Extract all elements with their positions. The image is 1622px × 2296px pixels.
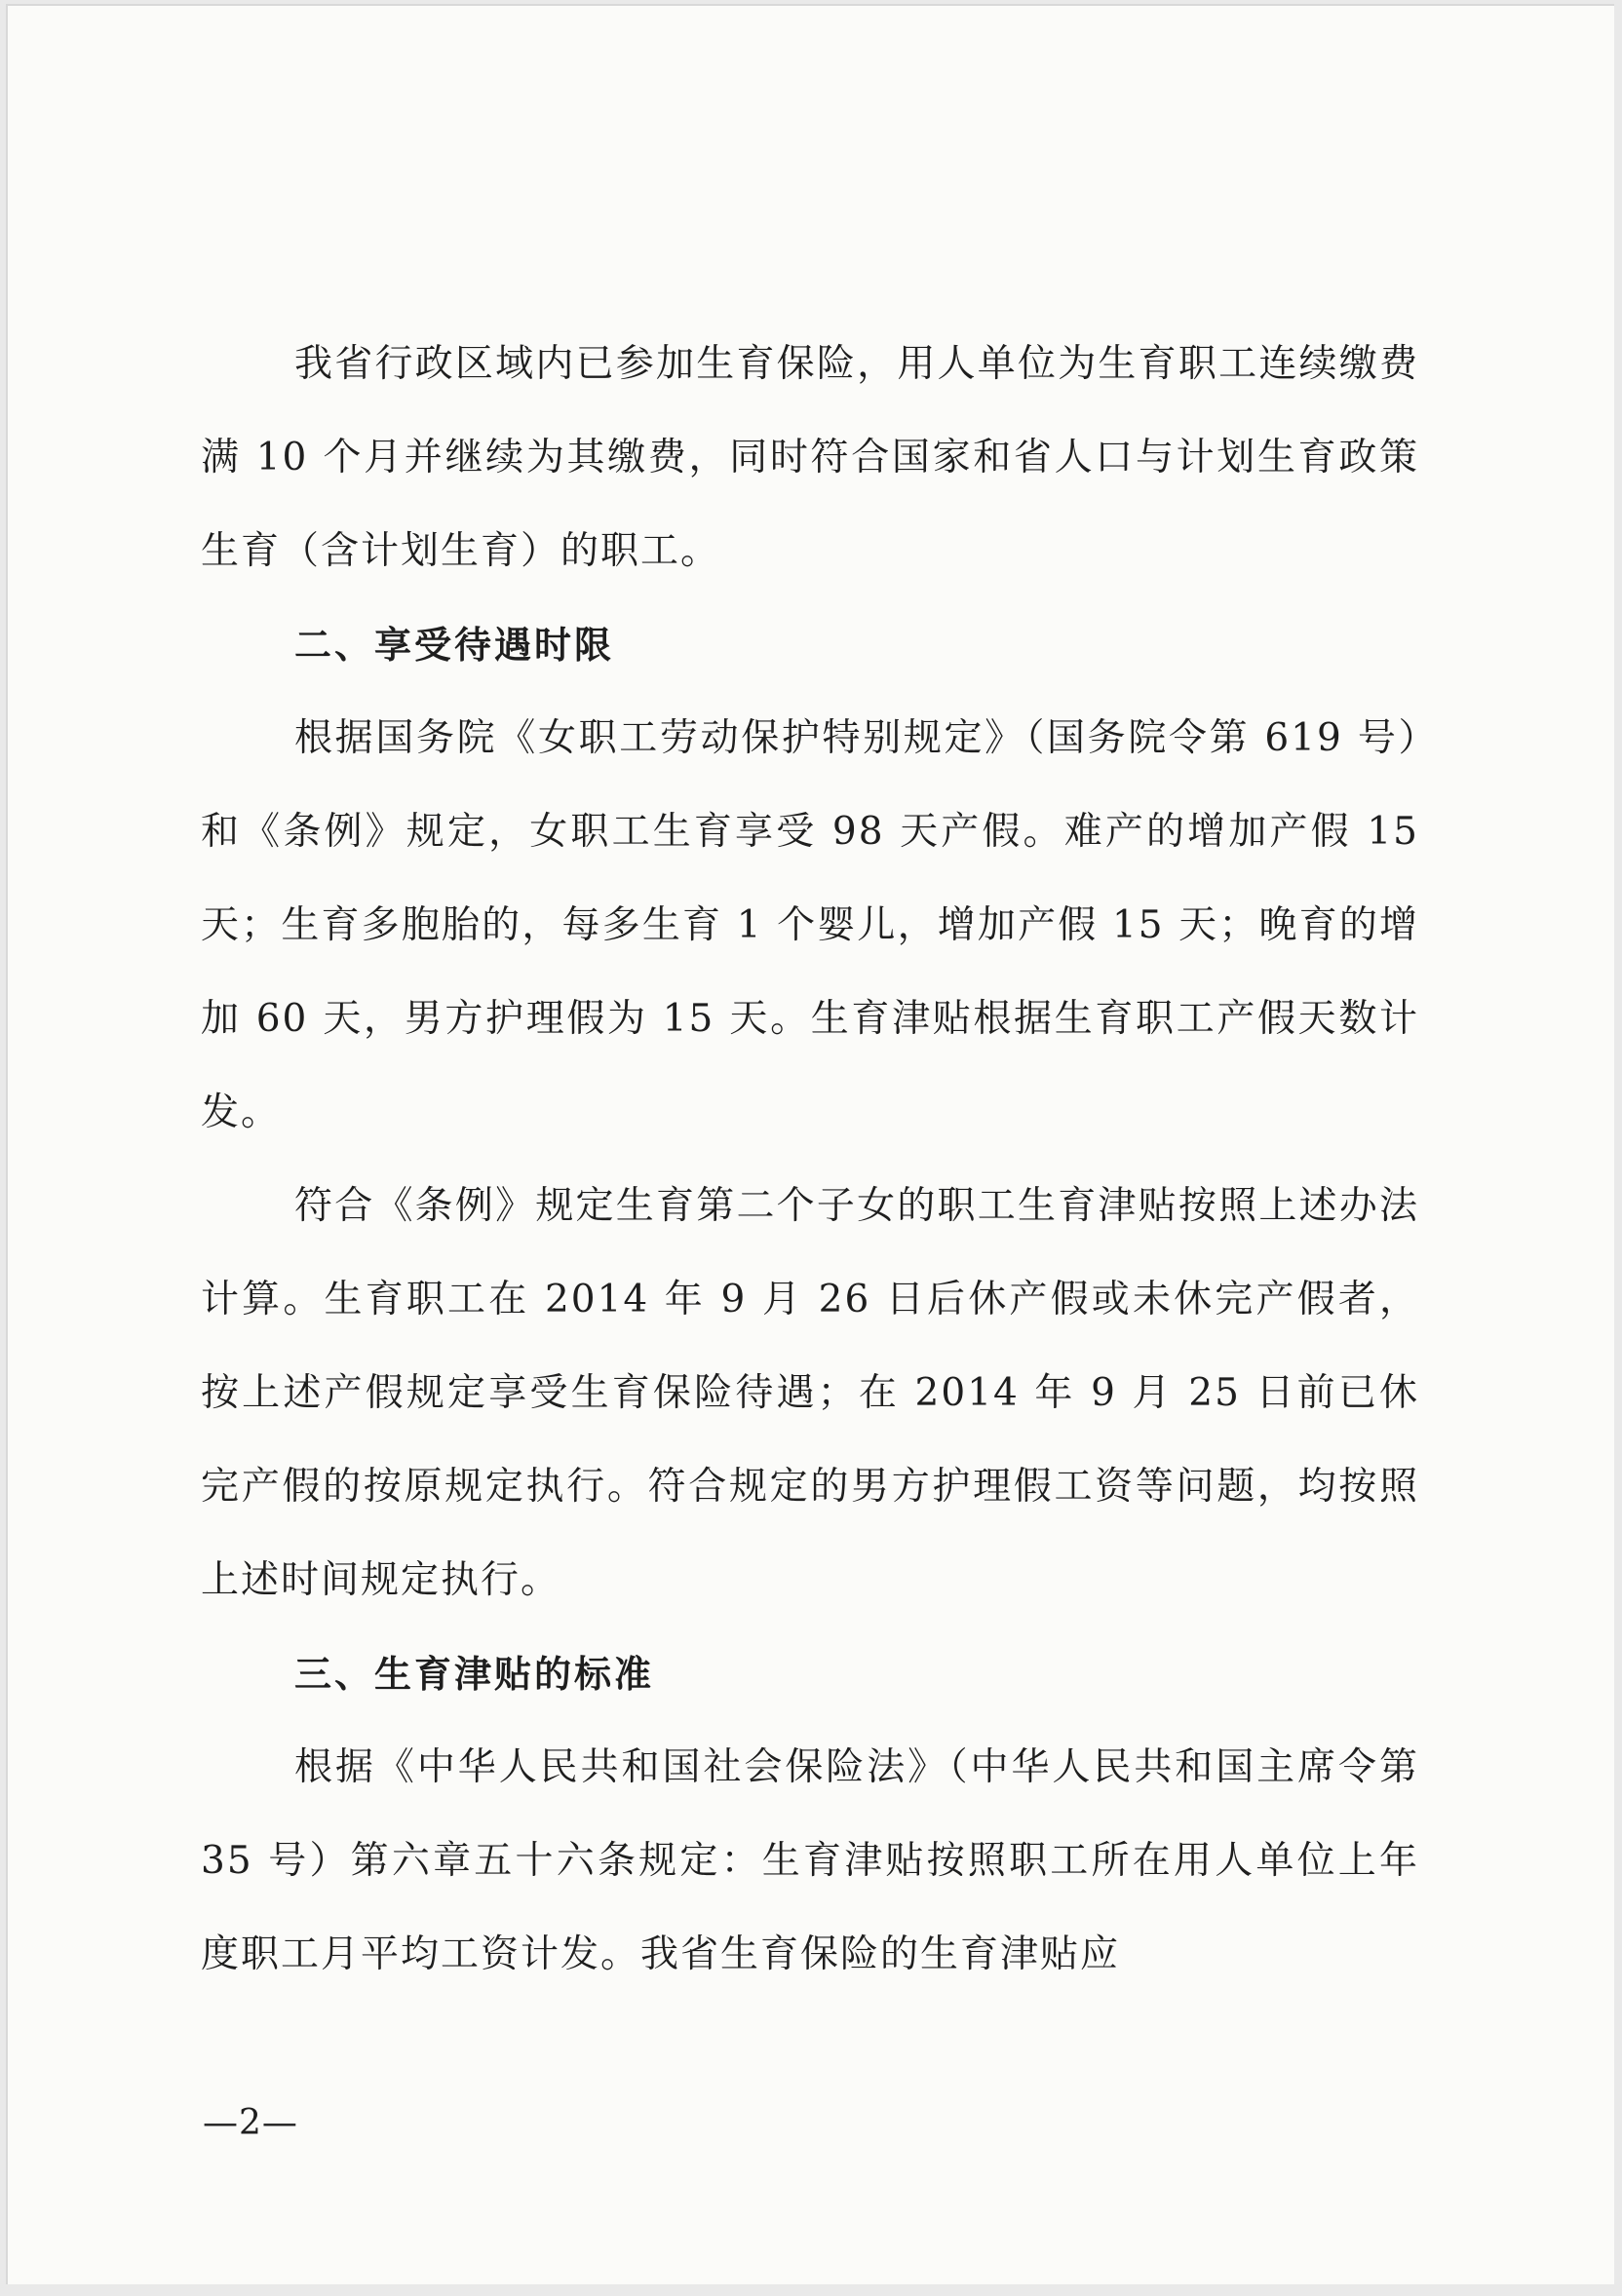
page-number: —2— xyxy=(203,2103,298,2143)
section-heading-allowance-standard: 三、生育津贴的标准 xyxy=(294,1653,655,1696)
document-body xyxy=(201,318,1419,2002)
paragraph-maternity-leave: 根据国务院《女职工劳动保护特别规定》（国务院令第 619 号）和《条例》规定，女职工生育享受 98 天产假。难产的增加产假 15 天；生育多胞胎的，每多生育 1 个婴儿，增加产假 15 天；晚育的增加 60 天，男方护理假为 15 天。生育津贴根据生育职工产假天数计发。 xyxy=(201,716,1419,1134)
paragraph-second-child: 符合《条例》规定生育第二个子女的职工生育津贴按照上述办法计算。生育职工在 2014 年 9 月 26 日后休产假或未休完产假者，按上述产假规定享受生育保险待遇；在 2014 年 9 月 25 日前已休完产假的按原规定执行。符合规定的男方护理假工资等问题，均按照上述时间规定执行。 xyxy=(201,1184,1419,1602)
paragraph-social-insurance-law: 根据《中华人民共和国社会保险法》（中华人民共和国主席令第 35 号）第六章五十六条规定：生育津贴按照职工所在用人单位上年度职工月平均工资计发。我省生育保险的生育津贴应 xyxy=(201,1745,1419,1976)
document-page xyxy=(6,4,1614,2284)
paragraph-eligibility: 我省行政区域内已参加生育保险，用人单位为生育职工连续缴费满 10 个月并继续为其缴费，同时符合国家和省人口与计划生育政策生育（含计划生育）的职工。 xyxy=(201,342,1419,573)
section-heading-benefit-period: 二、享受待遇时限 xyxy=(294,624,615,667)
